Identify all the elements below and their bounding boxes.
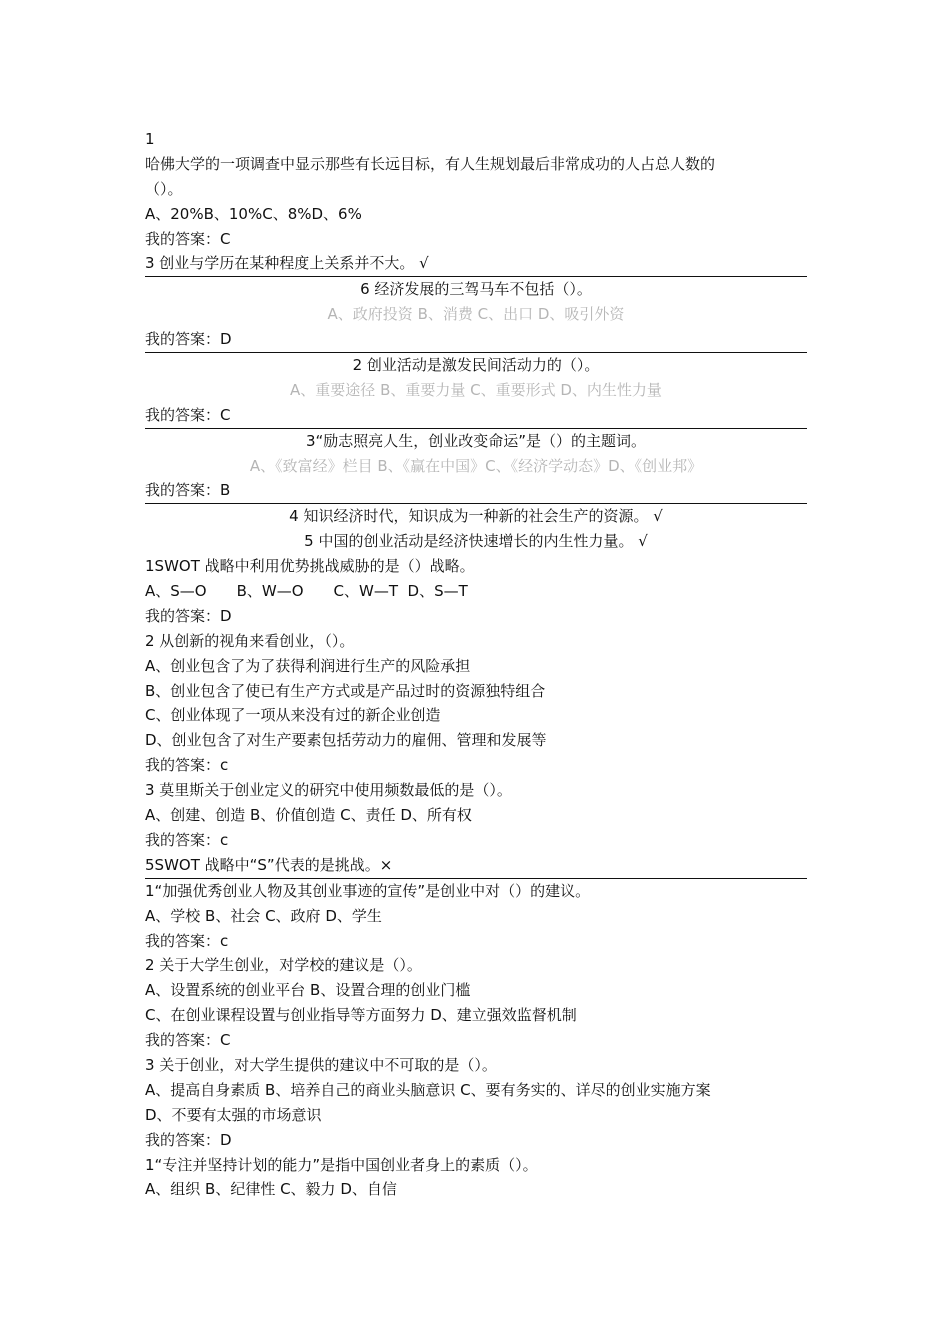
true-false-question: 4 知识经济时代，知识成为一种新的社会生产的资源。 √ [289, 507, 663, 526]
question-text: 哈佛大学的一项调查中显示那些有长远目标，有人生规划最后非常成功的人占总人数的 [145, 154, 716, 173]
question-text: 3 关于创业，对大学生提供的建议中不可取的是（）。 [145, 1055, 497, 1074]
option-c: C、创业体现了一项从来没有过的新企业创造 [145, 706, 441, 725]
question-text: 1“专注并坚持计划的能力”是指中国创业者身上的素质（）。 [145, 1155, 538, 1174]
question-text: 3 莫里斯关于创业定义的研究中使用频数最低的是（）。 [145, 781, 512, 800]
answer-options: A、政府投资 B、消费 C、出口 D、吸引外资 [327, 305, 625, 324]
option-a: A、S—O [145, 582, 207, 601]
true-false-question: 5SWOT 战略中“S”代表的是挑战。× [145, 853, 807, 879]
my-answer: 我的答案：B [145, 478, 807, 504]
answer-options [145, 579, 807, 604]
option-c: C、W—T [333, 582, 398, 601]
my-answer: 我的答案：C [145, 403, 807, 429]
answer-options: A、创建、创造 B、价值创造 C、责任 D、所有权 [145, 806, 472, 825]
question-text-continued: （）。 [145, 179, 183, 198]
my-answer: 我的答案：D [145, 606, 232, 625]
document-body [145, 127, 807, 1202]
my-answer: 我的答案：c [145, 756, 229, 775]
answer-options-continued: C、在创业课程设置与创业指导等方面努力 D、建立强效监督机制 [145, 1006, 577, 1025]
question-text: 3“励志照亮人生，创业改变命运”是（）的主题词。 [305, 431, 647, 450]
question-text: 2 关于大学生创业，对学校的建议是（）。 [145, 956, 422, 975]
option-b: B、W—O [236, 582, 304, 601]
answer-options-continued: D、不要有太强的市场意识 [145, 1105, 322, 1124]
my-answer: 我的答案：c [145, 931, 229, 950]
answer-options: A、重要途径 B、重要力量 C、重要形式 D、内生性力量 [290, 380, 662, 399]
question-text: 6 经济发展的三驾马车不包括（）。 [360, 280, 592, 299]
my-answer: 我的答案：c [145, 830, 229, 849]
question-text: 2 创业活动是激发民间活动力的（）。 [352, 356, 600, 375]
my-answer: 我的答案：D [145, 1130, 232, 1149]
my-answer: 我的答案：D [145, 327, 807, 353]
answer-options: A、20%B、10%C、8%D、6% [145, 204, 362, 223]
question-number: 1 [145, 130, 155, 148]
option-b: B、创业包含了使已有生产方式或是产品过时的资源独特组合 [145, 681, 546, 700]
option-a: A、创业包含了为了获得利润进行生产的风险承担 [145, 656, 471, 675]
true-false-question: 5 中国的创业活动是经济快速增长的内生性力量。 √ [304, 532, 648, 551]
question-text: 1SWOT 战略中利用优势挑战威胁的是（）战略。 [145, 557, 475, 576]
question-text: 1“加强优秀创业人物及其创业事迹的宣传”是创业中对（）的建议。 [145, 881, 591, 900]
answer-options: A、组织 B、纪律性 C、毅力 D、自信 [145, 1180, 397, 1199]
answer-options: A、学校 B、社会 C、政府 D、学生 [145, 906, 382, 925]
my-answer: 我的答案：C [145, 1031, 231, 1050]
question-text: 2 从创新的视角来看创业，（）。 [145, 631, 355, 650]
answer-options: A、设置系统的创业平台 B、设置合理的创业门槛 [145, 981, 471, 1000]
my-answer: 我的答案：C [145, 229, 231, 248]
answer-options: A、《致富经》栏目 B、《赢在中国》C、《经济学动态》D、《创业邦》 [249, 456, 703, 475]
true-false-question: 3 创业与学历在某种程度上关系并不大。 √ [145, 251, 807, 277]
answer-options: A、提高自身素质 B、培养自己的商业头脑意识 C、要有务实的、详尽的创业实施方案 [145, 1080, 711, 1099]
option-d: D、创业包含了对生产要素包括劳动力的雇佣、管理和发展等 [145, 731, 547, 750]
option-d: D、S—T [407, 582, 468, 601]
